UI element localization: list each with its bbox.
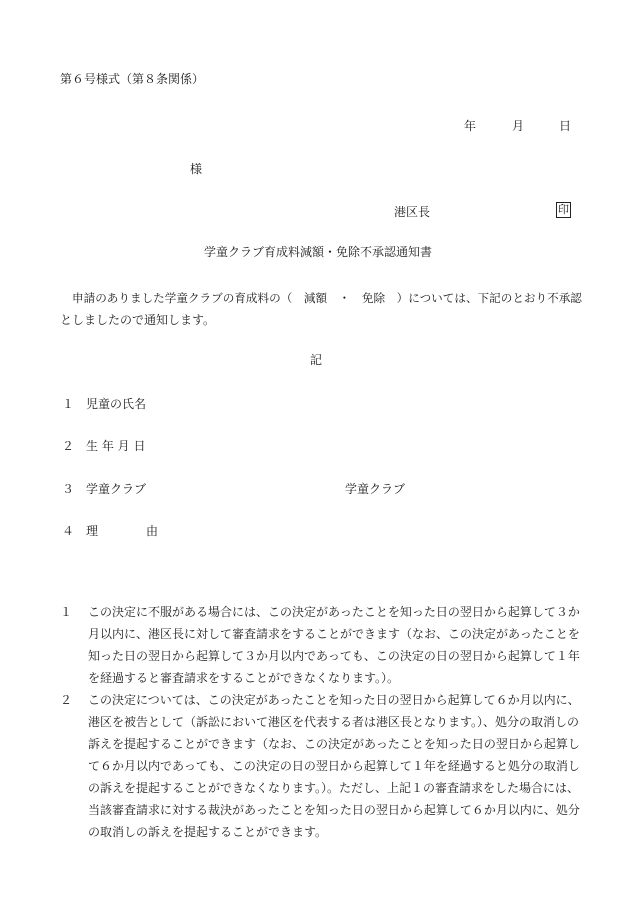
notes-section — [60, 601, 580, 843]
sender-title: 港区長 — [394, 205, 431, 219]
body-line-2: としましたので通知します。 — [60, 313, 216, 327]
note-item — [60, 601, 580, 689]
date-month: 月 — [512, 119, 525, 133]
item-label: 学童クラブ — [86, 482, 147, 496]
date-day: 日 — [559, 119, 572, 133]
note-text: この決定については、この決定があったことを知った日の翌日から起算して６か月以内に、港区を被告として（訴訟において港区を代表する者は港区長となります。）、処分の取消しの訴えを提起することができます（なお、この決定があったことを知った日の翌日から起算して６か月以内であっても、この決定の日の翌日から起算して１年を経過すると処分の取消しの訴えを提起することができなくなります。）。ただし、上記１の審査請求をした場合には、当該審査請求に対する裁決があったことを知った日の翌日から起算して６か月以内に、処分の取消しの訴えを提起することができます。 — [88, 693, 580, 839]
seal-stamp — [556, 202, 571, 218]
addressee-suffix: 様 — [190, 162, 203, 176]
form-number: 第６号様式（第８条関係） — [60, 72, 205, 86]
body-line-1: 申請のありました学童クラブの育成料の（ 減額 ・ 免除 ）については、下記のとおり不承認 — [72, 291, 582, 305]
note-item — [60, 689, 580, 843]
item-number: ２ — [62, 439, 75, 453]
seal-label: 印 — [558, 203, 569, 216]
item-label: 理 由 — [86, 524, 159, 538]
document-title: 学童クラブ育成料減額・免除不承認通知書 — [204, 245, 433, 259]
date-year: 年 — [464, 119, 477, 133]
note-number: １ — [60, 605, 73, 619]
record-heading: 記 — [310, 353, 323, 367]
item-number: ３ — [62, 482, 75, 496]
item-number: １ — [62, 397, 75, 411]
item-label: 生 年 月 日 — [86, 439, 146, 453]
item-number: ４ — [62, 524, 75, 538]
item-label: 児童の氏名 — [86, 397, 147, 411]
note-number: ２ — [60, 693, 73, 707]
note-text: この決定に不服がある場合には、この決定があったことを知った日の翌日から起算して３か月以内に、港区長に対して審査請求をすることができます（なお、この決定があったことを知った日の翌日から起算して３か月以内であっても、この決定の日の翌日から起算して１年を経過すると審査請求をすることができなくなります。）。 — [88, 605, 580, 685]
item-suffix: 学童クラブ — [345, 482, 406, 496]
